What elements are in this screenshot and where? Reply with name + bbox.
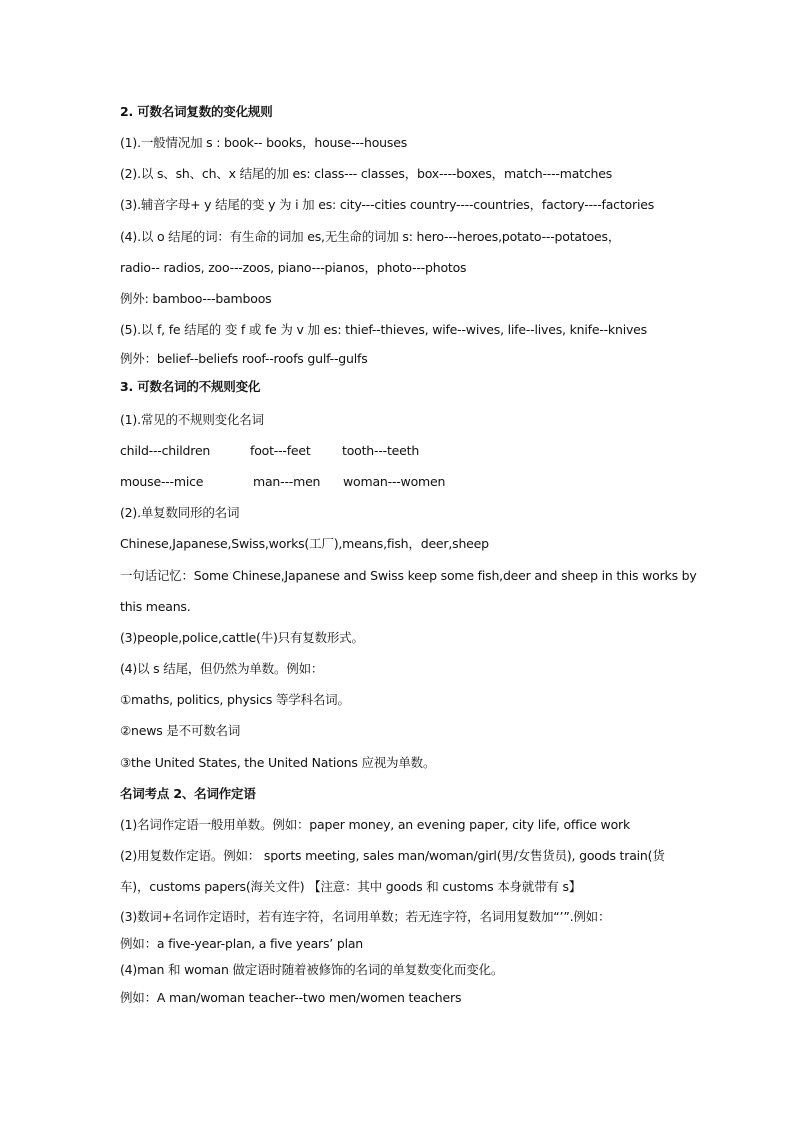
plural-only-rule: (3)people,police,cattle(牛)只有复数形式。 (120, 630, 364, 645)
circled-item-1: ①maths, politics, physics 等学科名词。 (120, 692, 350, 707)
section-3-heading: 3. 可数名词的不规则变化 (120, 379, 261, 394)
attributive-rule-4: (4)man 和 woman 做定语时随着被修饰的名词的单复数变化而变化。 (120, 962, 504, 977)
rule-4-exception: 例外: bamboo---bamboos (120, 291, 272, 306)
attributive-rule-2-continued: 车)，customs papers(海关文件) 【注意：其中 goods 和 customs 本身就带有 s】 (120, 879, 582, 894)
irregular-row-2 (120, 474, 445, 490)
circled-item-2: ②news 是不可数名词 (120, 723, 241, 738)
attributive-rule-2: (2)用复数作定语。例如： sports meeting, sales man/woman/girl(男/女售货员), goods train(货 (120, 848, 665, 863)
rule-5: (5).以 f, fe 结尾的 变 f 或 fe 为 v 加 es: thief--thieves, wife--wives, life--lives, knife--knives (120, 322, 647, 337)
irregular-pair: child---children (120, 443, 211, 458)
attributive-rule-1: (1)名词作定语一般用单数。例如：paper money, an evening paper, city life, office work (120, 817, 630, 832)
attributive-rule-3: (3)数词+名词作定语时，若有连字符，名词用单数；若无连字符，名词用复数加“’”.例如： (120, 909, 611, 924)
irregular-pair: foot---feet (250, 443, 311, 458)
topic-2-heading: 名词考点 2、名词作定语 (120, 786, 256, 801)
rule-4-continued: radio-- radios, zoo---zoos, piano---pianos，photo---photos (120, 260, 467, 275)
rule-2: (2).以 s、sh、ch、x 结尾的加 es: class--- classes，box----boxes，match----matches (120, 166, 613, 181)
mnemonic-sentence: 一句话记忆：Some Chinese,Japanese and Swiss keep some fish,deer and sheep in this works by (120, 568, 697, 583)
irregular-pair: tooth---teeth (342, 443, 420, 458)
irregular-pair: mouse---mice (120, 474, 204, 489)
rule-4: (4).以 o 结尾的词：有生命的词加 es,无生命的词加 s: hero---heroes,potato---potatoes， (120, 229, 621, 244)
rule-1: (1).一般情况加 s : book-- books，house---houses (120, 135, 408, 150)
same-form-subheading: (2).单复数同形的名词 (120, 505, 240, 520)
mnemonic-sentence-continued: this means. (120, 599, 191, 614)
rule-3: (3).辅音字母+ y 结尾的变 y 为 i 加 es: city---cities country----countries，factory----factories (120, 197, 655, 212)
circled-item-3: ③the United States, the United Nations 应视为单数。 (120, 755, 436, 770)
irregular-pair: woman---women (343, 474, 446, 489)
irregular-subheading: (1).常见的不规则变化名词 (120, 412, 264, 427)
rule-5-exception: 例外：belief--beliefs roof--roofs gulf--gulfs (120, 351, 368, 366)
irregular-row-1 (120, 443, 419, 459)
same-form-list: Chinese,Japanese,Swiss,works(工厂),means,fish，deer,sheep (120, 536, 489, 551)
section-2-heading: 2. 可数名词复数的变化规则 (120, 104, 273, 119)
irregular-pair: man---men (253, 474, 321, 489)
s-ending-singular-rule: (4)以 s 结尾，但仍然为单数。例如： (120, 661, 324, 676)
attributive-rule-4-example: 例如：A man/woman teacher--two men/women teachers (120, 990, 462, 1005)
attributive-rule-3-example: 例如：a five-year-plan, a five years’ plan (120, 936, 364, 951)
